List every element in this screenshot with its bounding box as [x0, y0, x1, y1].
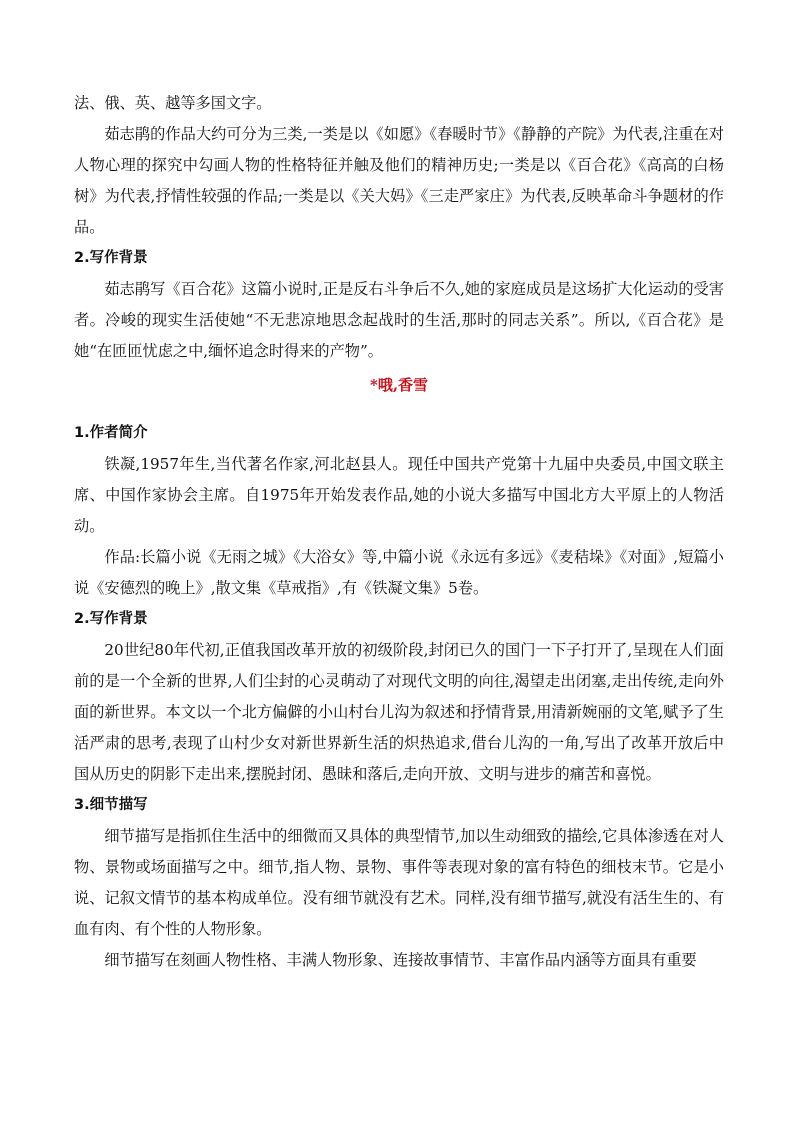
- section-title-text: 哦,香雪: [377, 376, 429, 394]
- section-title-marker: *: [369, 376, 378, 394]
- section-title: [74, 370, 724, 401]
- writing-background-paragraph: 20世纪80年代初,正值我国改革开放的初级阶段,封闭已久的国门一下子打开了,呈现在人们面前的是一个全新的世界,人们尘封的心灵萌动了对现代文明的向往,渴望走出闭塞,走出传统,走向外面的新世界。本文以一个北方偏僻的小山村台儿沟为叙述和抒情背景,用清新婉丽的文笔,赋予了生活严肃的思考,表现了山村少女对新世界新生活的炽热追求,借台儿沟的一角,写出了改革开放后中国从历史的阴影下走出来,摆脱封闭、愚昧和落后,走向开放、文明与进步的痛苦和喜悦。: [74, 641, 724, 783]
- author-intro-paragraph: 铁凝,1957年生,当代著名作家,河北赵县人。现任中国共产党第十九届中央委员,中国文联主席、中国作家协会主席。自1975年开始发表作品,她的小说大多描写中国北方大平原上的人物活动。: [74, 455, 724, 535]
- ruzhijuan-background-heading: 2.写作背景: [74, 250, 148, 266]
- detail-description-heading: 3.细节描写: [74, 797, 148, 813]
- works-paragraph: 作品:长篇小说《无雨之城》《大浴女》等,中篇小说《永远有多远》《麦秸垛》《对面》,短篇小说《安德烈的晚上》,散文集《草戒指》,有《铁凝文集》5卷。: [74, 548, 724, 597]
- ruzhijuan-background-paragraph: 茹志鹃写《百合花》这篇小说时,正是反右斗争后不久,她的家庭成员是这场扩大化运动的受害者。冷峻的现实生活使她“不无悲凉地思念起战时的生活,那时的同志关系”。所以,《百合花》是她“在匝匝忧虑之中,缅怀追念时得来的产物”。: [74, 280, 724, 360]
- writing-background-heading: 2.写作背景: [74, 611, 148, 627]
- detail-description-paragraph-1: 细节描写是指抓住生活中的细微而又具体的典型情节,加以生动细致的描绘,它具体渗透在对人物、景物或场面描写之中。细节,指人物、景物、事件等表现对象的富有特色的细枝末节。它是小说、记叙文情节的基本构成单位。没有细节就没有艺术。同样,没有细节描写,就没有活生生的、有血有肉、有个性的人物形象。: [74, 827, 724, 938]
- document-page: [74, 88, 724, 976]
- intro-continuation-paragraph: 法、俄、英、越等多国文字。: [74, 94, 272, 112]
- detail-description-paragraph-2: 细节描写在刻画人物性格、丰满人物形象、连接故事情节、丰富作品内涵等方面具有重要: [104, 951, 697, 969]
- author-intro-heading: 1.作者简介: [74, 425, 148, 441]
- ruzhijuan-works-paragraph: 茹志鹃的作品大约可分为三类,一类是以《如愿》《春暖时节》《静静的产院》为代表,注重在对人物心理的探究中勾画人物的性格特征并触及他们的精神历史;一类是以《百合花》《高高的白杨树》为代表,抒情性较强的作品;一类是以《关大妈》《三走严家庄》为代表,反映革命斗争题材的作品。: [74, 125, 724, 236]
